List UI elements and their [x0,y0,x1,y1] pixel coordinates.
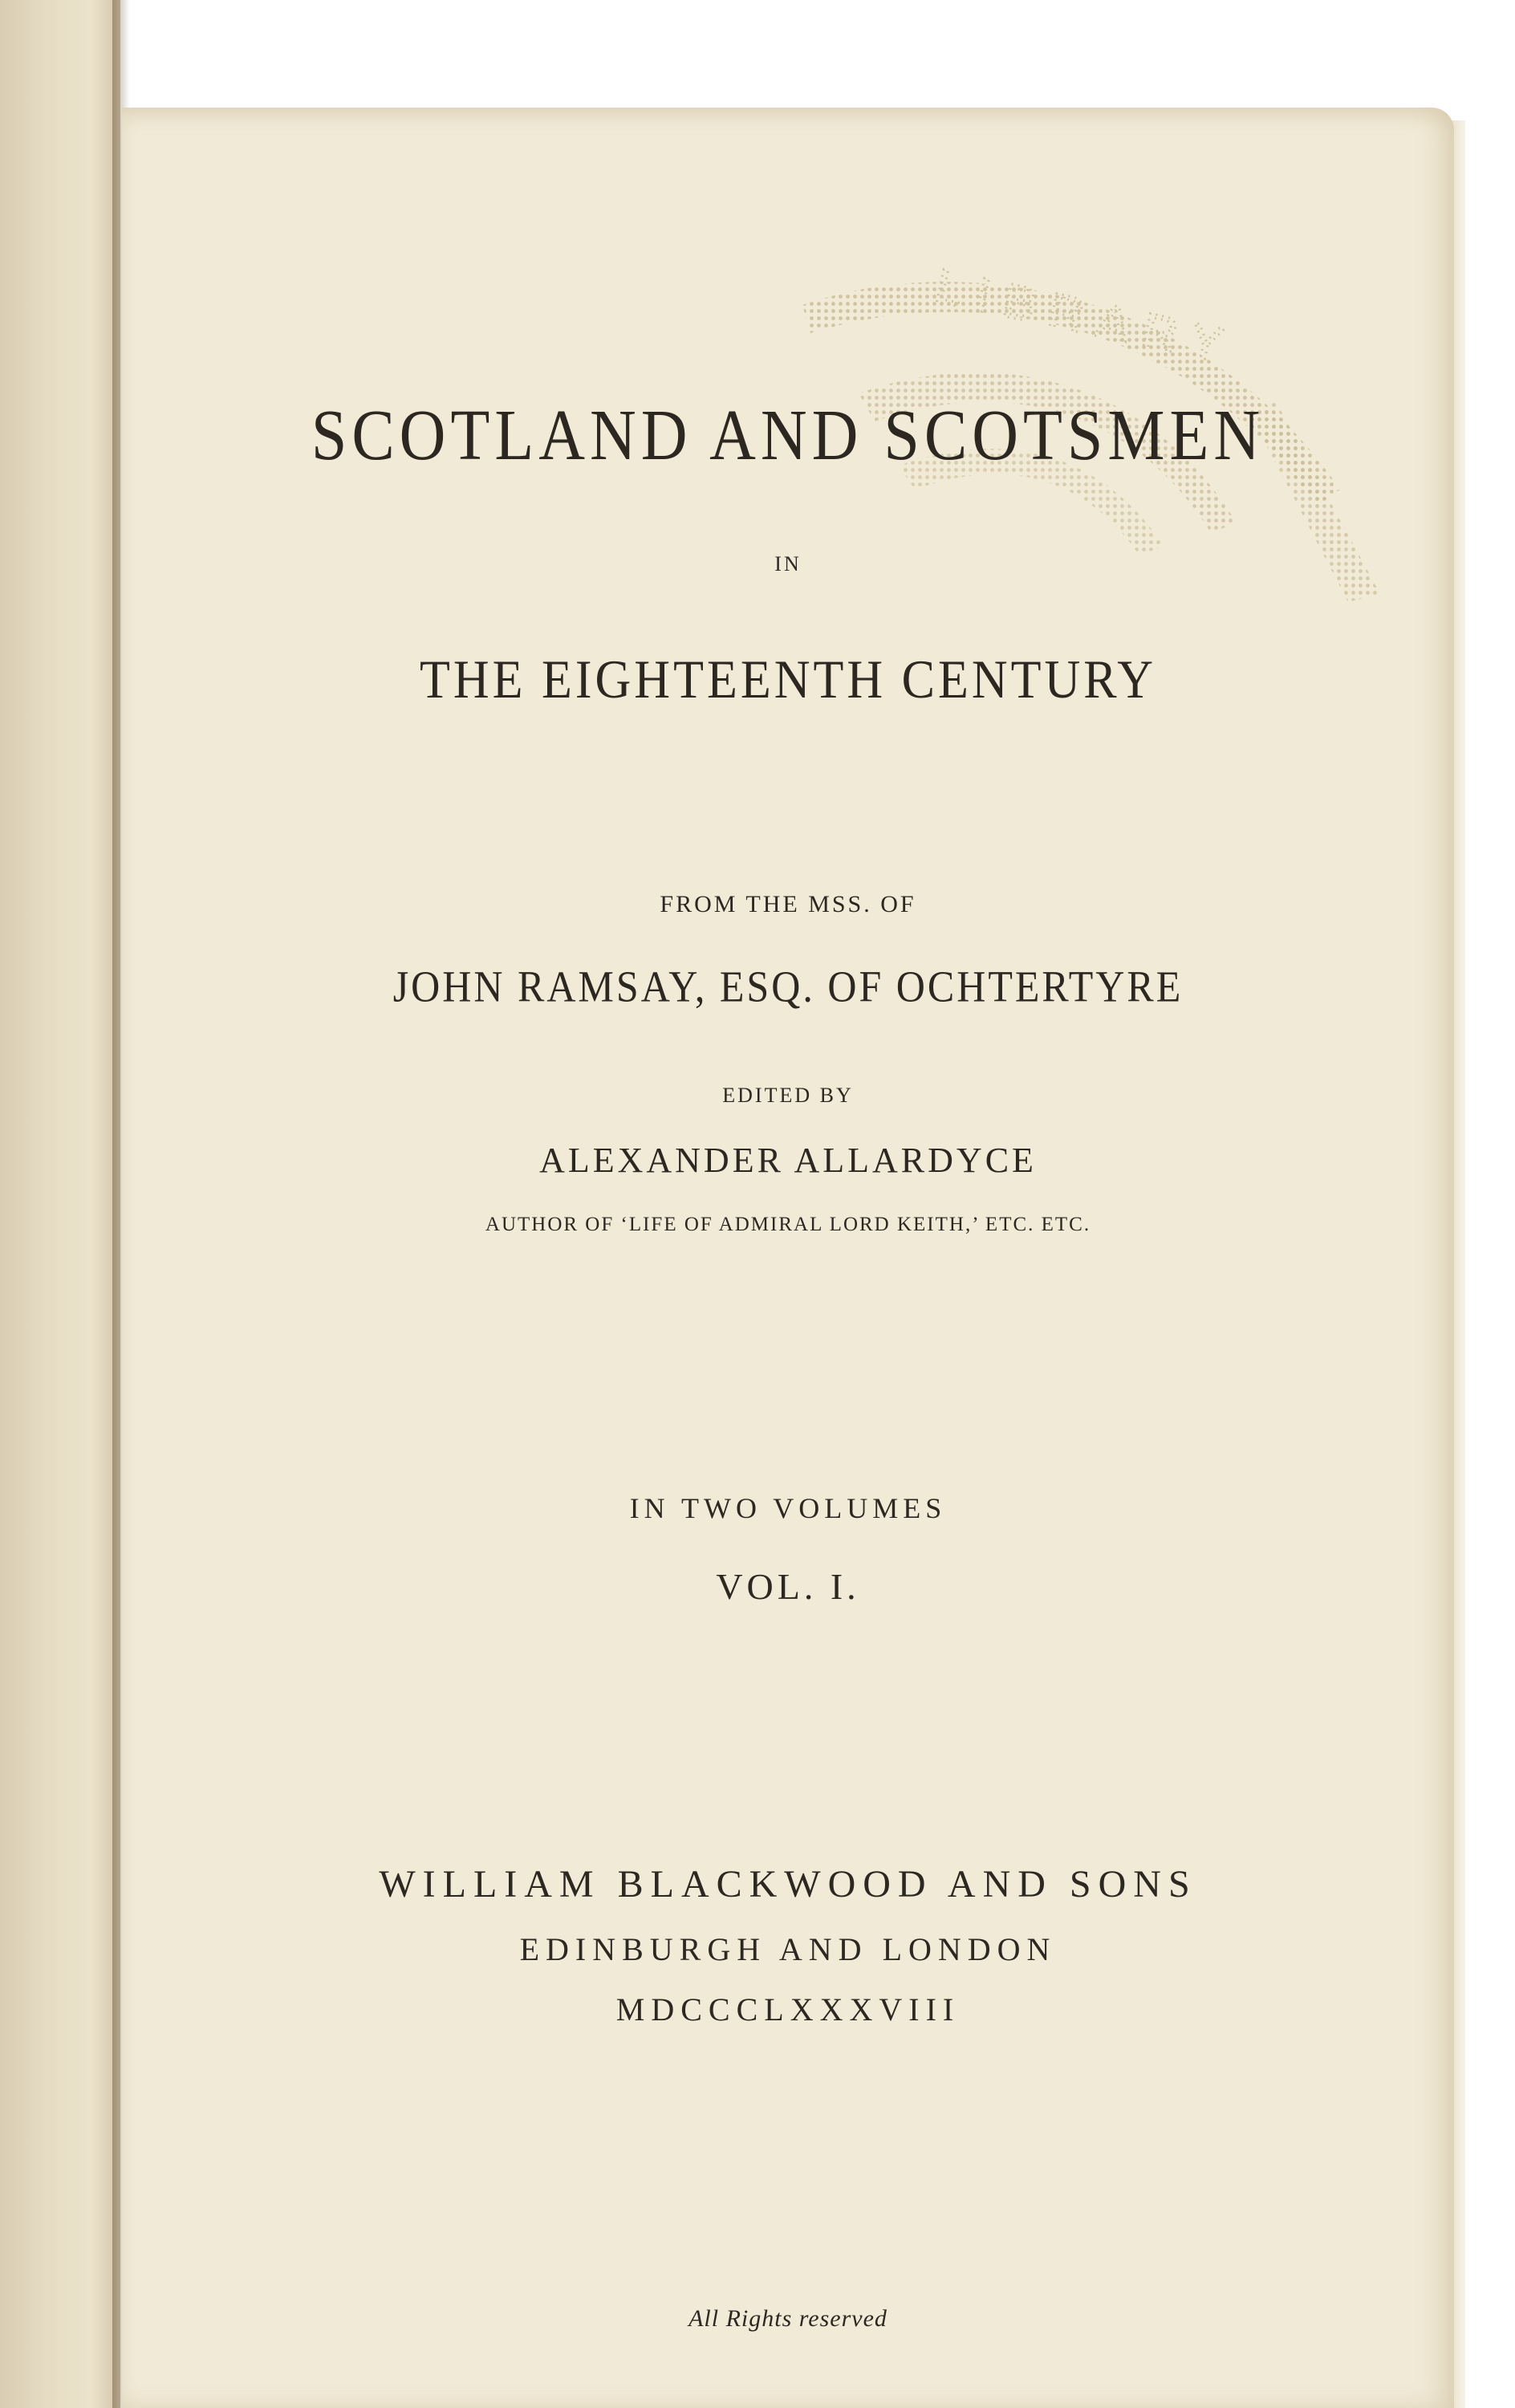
rights-notice: All Rights reserved [688,2305,887,2332]
edited-by-line: EDITED BY [722,1084,854,1107]
editor-credit: AUTHOR OF ‘LIFE OF ADMIRAL LORD KEITH,’ ETC. ETC. [485,1214,1091,1235]
author-name: JOHN RAMSAY, ESQ. OF OCHTERTYRE [392,962,1184,1011]
title-connector: IN [774,552,802,576]
facing-page [0,0,120,2408]
editor-name: ALEXANDER ALLARDYCE [539,1141,1037,1180]
volume-number: VOL. I. [716,1566,860,1607]
publisher-place: EDINBURGH AND LONDON [519,1931,1057,1967]
volume-count: IN TWO VOLUMES [629,1492,947,1524]
source-line: FROM THE MSS. OF [660,891,916,917]
book-subtitle: THE EIGHTEENTH CENTURY [420,649,1156,710]
publication-year: MDCCCLXXXVIII [615,1991,961,2028]
book-title: SCOTLAND AND SCOTSMEN [311,396,1265,476]
stamp-text: LIBRARY [930,258,1242,376]
publisher-name: WILLIAM BLACKWOOD AND SONS [379,1863,1197,1906]
